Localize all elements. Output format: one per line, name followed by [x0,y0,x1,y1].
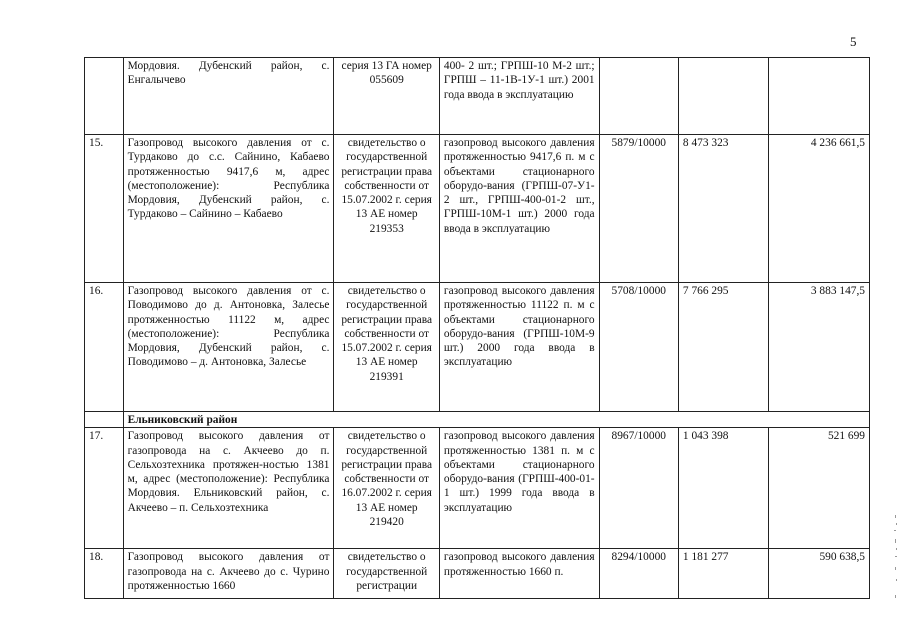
certificate-cell: свидетельство о государственной регистрации [334,549,439,599]
section-num-cell [85,412,124,428]
half-value-cell: 4 236 661,5 [768,135,869,283]
table-row [85,58,870,135]
share-cell: 5879/10000 [599,135,678,283]
certificate-cell: свидетельство о государственной регистрации права собственности от 16.07.2002 г. серия 13 АЕ номер 219420 [334,428,439,549]
table-row [85,549,870,599]
certificate-cell: серия 13 ГА номер 055609 [334,58,439,135]
section-row [85,412,870,428]
half-value-cell: 3 883 147,5 [768,283,869,412]
row-number-cell: 15. [85,135,124,283]
margin-scan-marks [893,515,899,625]
characteristics-cell: 400- 2 шт.; ГРПШ-10 М-2 шт.; ГРПШ – 11-1В-1У-1 шт.) 2001 года ввода в эксплуатацию [439,58,599,135]
characteristics-cell: газопровод высокого давления протяженностью 11122 п. м с объектами стационарного оборудо-вания (ГРПШ-10М-9 шт.) 2000 года ввода в эксплуатацию [439,283,599,412]
section-title: Ельниковский район [123,412,869,428]
object-name-cell: Мордовия. Дубенский район, с. Енгалычево [123,58,334,135]
value-cell: 7 766 295 [678,283,768,412]
characteristics-cell: газопровод высокого давления протяженностью 9417,6 п. м с объектами стационарного оборудо-вания (ГРПШ-07-У1-2 шт., ГРПШ-400-01-2 шт., ГРПШ-10М-1 шт.) 2000 года ввода в эксплуатацию [439,135,599,283]
share-cell: 8294/10000 [599,549,678,599]
characteristics-cell: газопровод высокого давления протяженностью 1381 п. м с объектами стационарного оборудо-вания (ГРПШ-400-01-1 шт.) 1999 года ввода в эксплуатацию [439,428,599,549]
half-value-cell [768,58,869,135]
object-name-cell: Газопровод высокого давления от газопровода на с. Акчеево до п. Сельхозтехника протяжен-ностью 1381 м, адрес (местоположение): Республика Мордовия. Ельниковский район, с. Акчеево – п. Сельхозтехника [123,428,334,549]
property-table [84,57,870,599]
object-name-cell: Газопровод высокого давления от с. Турдаково до с.с. Сайнино, Кабаево протяженностью 9417,6 м, адрес (местоположение): Республика Мордовия, Дубенский район, с. Турдаково – Сайнино – Кабаево [123,135,334,283]
table-row [85,135,870,283]
row-number-cell: 17. [85,428,124,549]
table-row [85,283,870,412]
certificate-cell: свидетельство о государственной регистрации права собственности от 15.07.2002 г. серия 13 АЕ номер 219353 [334,135,439,283]
share-cell [599,58,678,135]
share-cell: 8967/10000 [599,428,678,549]
object-name-cell: Газопровод высокого давления от с. Поводимово до д. Антоновка, Залесье протяженностью 11122 м, адрес (местоположение): Республика Мордовия, Дубенский район, с. Поводимово – д. Антоновка, Залесье [123,283,334,412]
share-cell: 5708/10000 [599,283,678,412]
certificate-cell: свидетельство о государственной регистрации права собственности от 15.07.2002 г. серия 13 АЕ номер 219391 [334,283,439,412]
table-row [85,428,870,549]
row-number-cell: 16. [85,283,124,412]
value-cell: 1 181 277 [678,549,768,599]
value-cell: 1 043 398 [678,428,768,549]
value-cell: 8 473 323 [678,135,768,283]
half-value-cell: 590 638,5 [768,549,869,599]
half-value-cell: 521 699 [768,428,869,549]
row-number-cell [85,58,124,135]
value-cell [678,58,768,135]
object-name-cell: Газопровод высокого давления от газопровода на с. Акчеево до с. Чурино протяженностью 1660 [123,549,334,599]
row-number-cell: 18. [85,549,124,599]
characteristics-cell: газопровод высокого давления протяженностью 1660 п. [439,549,599,599]
page-number: 5 [850,34,857,49]
